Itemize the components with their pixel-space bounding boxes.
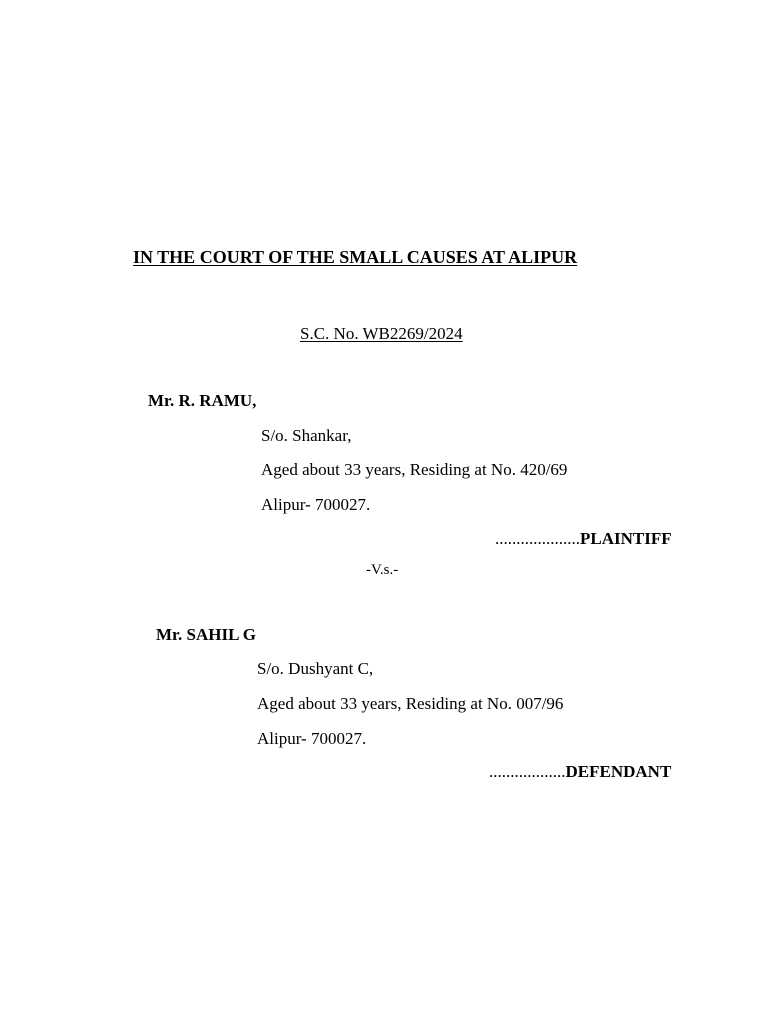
- plaintiff-role-line: [495, 530, 672, 547]
- defendant-name: Mr. SAHIL G: [156, 625, 256, 644]
- defendant-role-label: DEFENDANT: [565, 762, 672, 781]
- case-number: S.C. No. WB2269/2024: [300, 324, 463, 343]
- defendant-relation: S/o. Dushyant C,: [257, 659, 374, 678]
- plaintiff-age-residence: Aged about 33 years, Residing at No. 420/69: [261, 460, 568, 479]
- plaintiff-role-dots: ....................: [495, 529, 580, 548]
- defendant-role-line: [489, 763, 671, 780]
- defendant-age-residence: Aged about 33 years, Residing at No. 007/96: [257, 694, 564, 713]
- defendant-role-dots: ..................: [489, 762, 566, 781]
- plaintiff-locality: Alipur- 700027.: [261, 495, 371, 514]
- plaintiff-relation: S/o. Shankar,: [261, 426, 352, 445]
- plaintiff-role-label: PLAINTIFF: [580, 529, 672, 548]
- defendant-locality: Alipur- 700027.: [257, 729, 367, 748]
- court-title: IN THE COURT OF THE SMALL CAUSES AT ALIPUR: [133, 247, 578, 267]
- versus-separator: -V.s.-: [366, 562, 399, 578]
- plaintiff-name: Mr. R. RAMU,: [148, 391, 257, 410]
